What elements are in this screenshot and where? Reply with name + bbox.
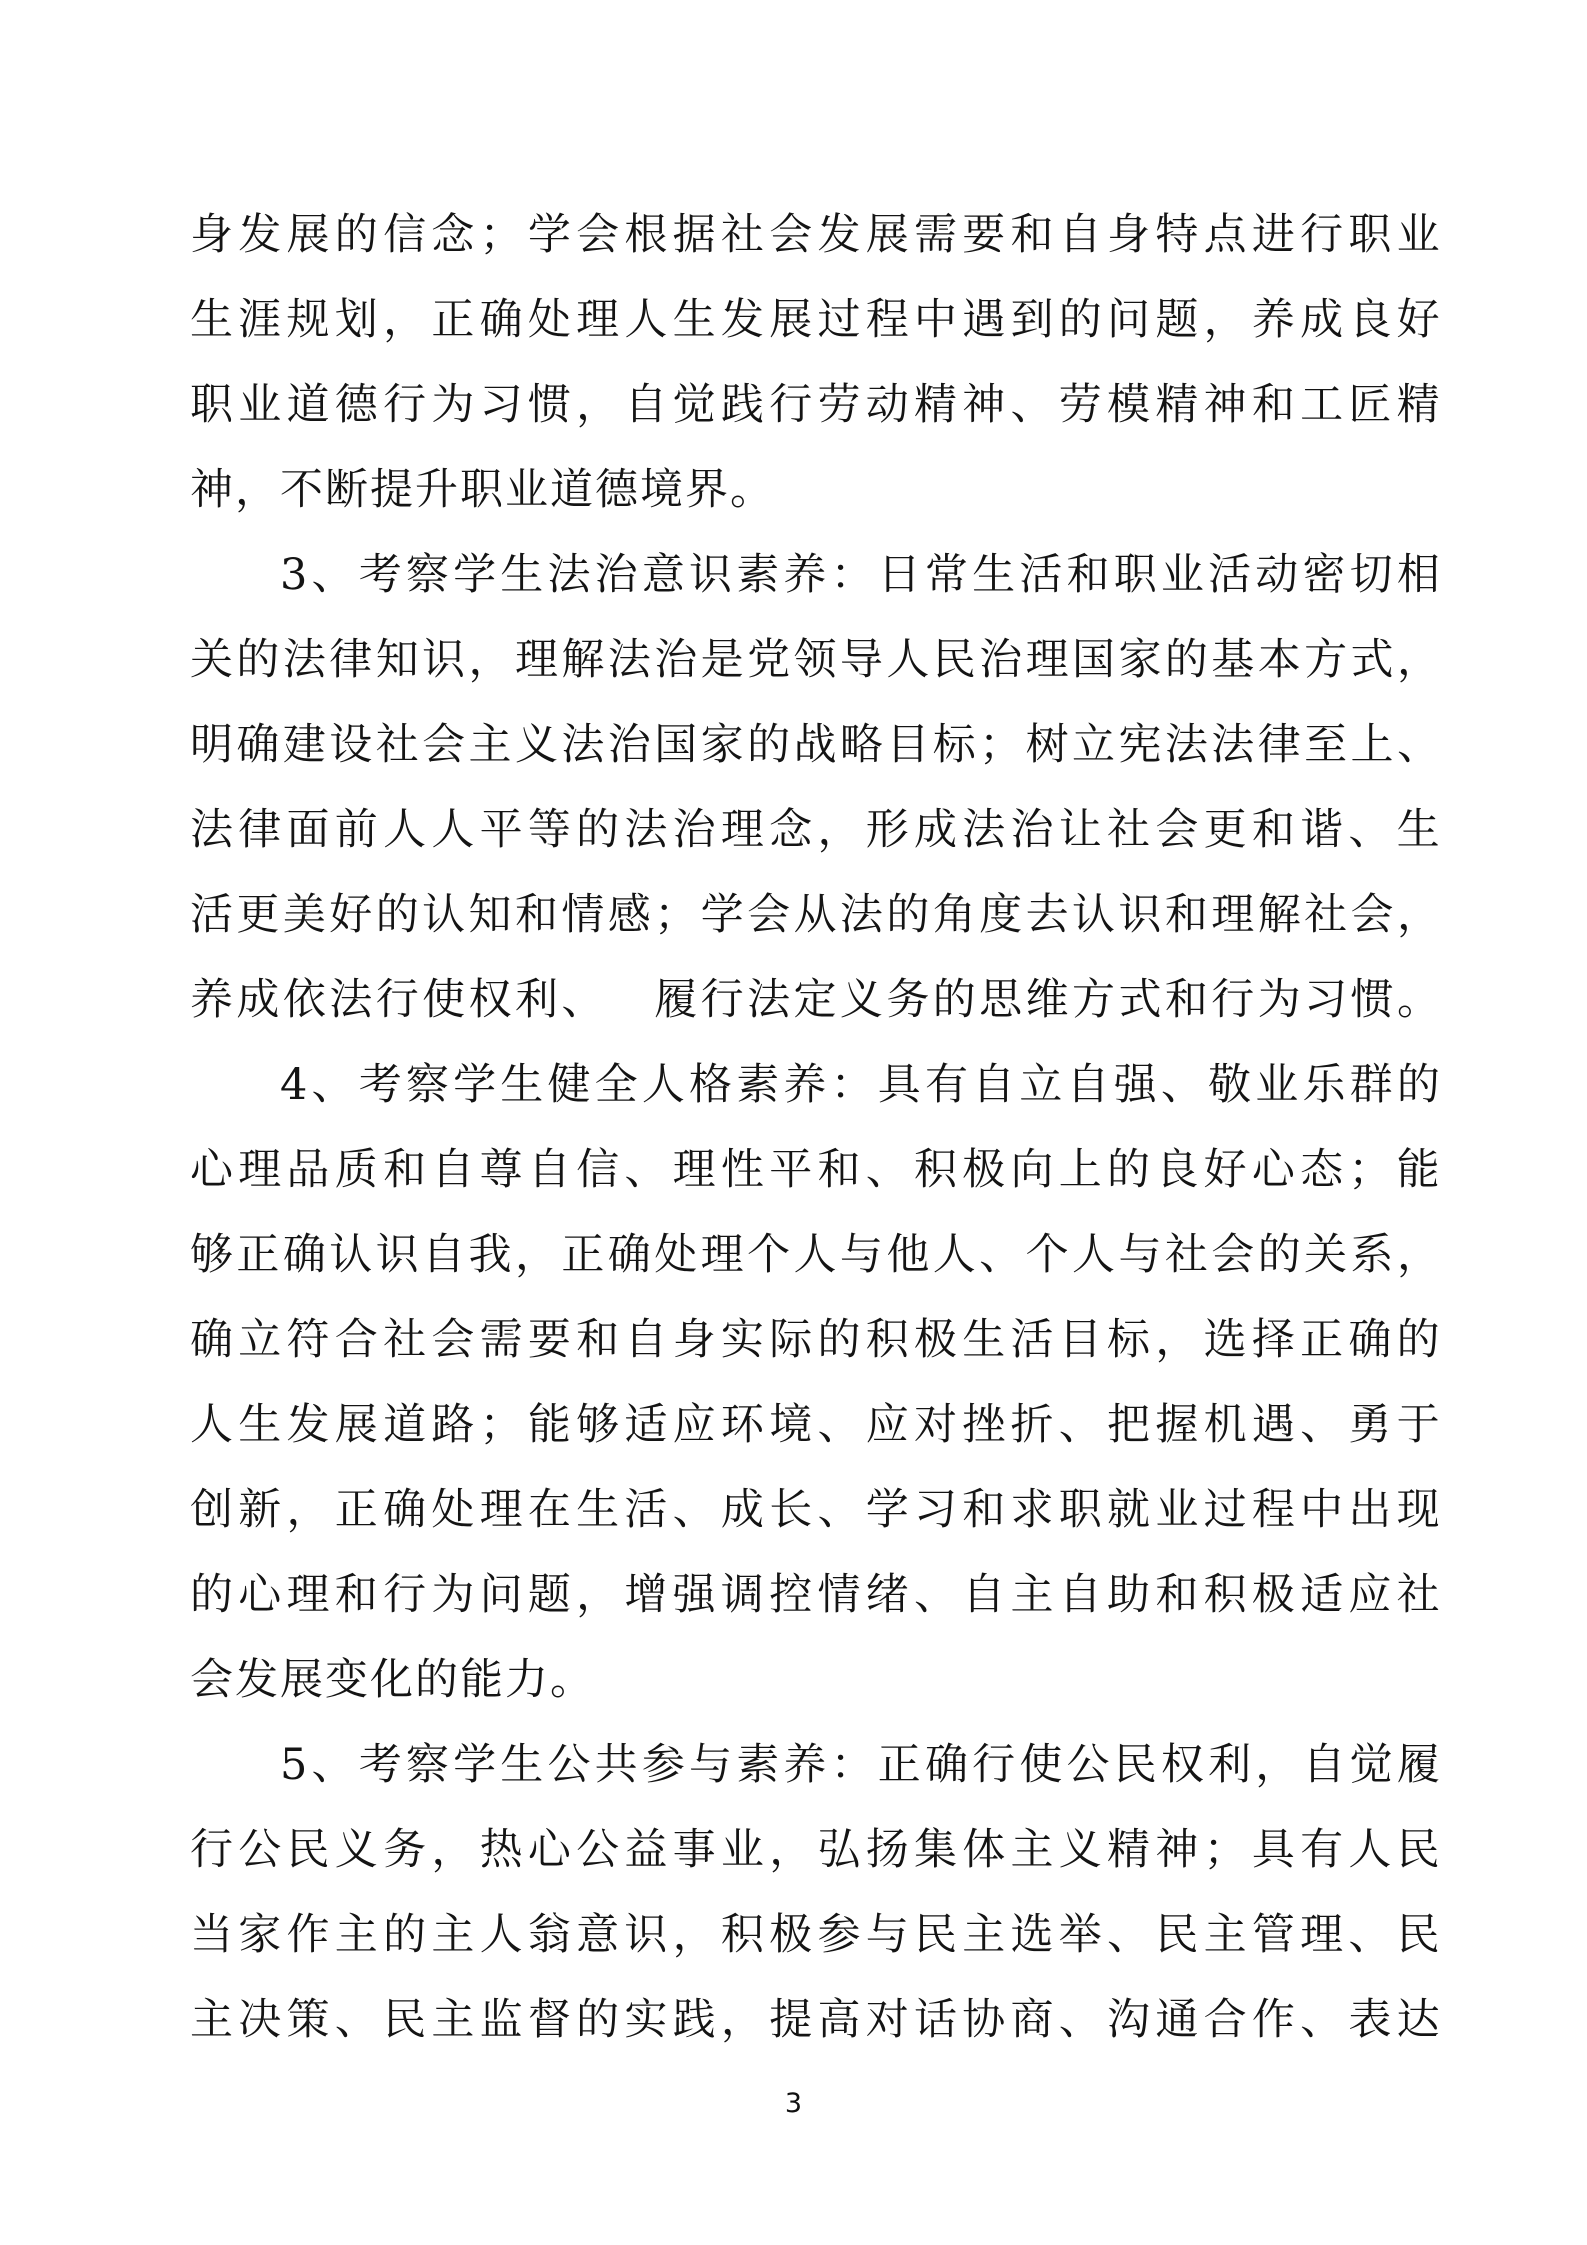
text-line: 神，不断提升职业道德境界。 [190, 465, 775, 515]
paragraph-item-3-rule-of-law [190, 548, 1440, 1058]
text-line: 当 家 作 主 的 主 人 翁 意 识 ， 积 极 参 与 民 主 选 举 、 民 主 管 理 、 民 [190, 1910, 1440, 1960]
document-body [190, 208, 1440, 2078]
text-line: 3 、 考 察 学 生 法 治 意 识 素 养 ： 日 常 生 活 和 职 业 活 动 密 切 相 [280, 550, 1440, 600]
paragraph-career-morality-continuation [190, 208, 1440, 548]
text-line: 关 的 法 律 知 识 ， 理 解 法 治 是 党 领 导 人 民 治 理 国 家 的 基 本 方 式 ， [190, 635, 1440, 685]
text-line: 4 、 考 察 学 生 健 全 人 格 素 养 ： 具 有 自 立 自 强 、 敬 业 乐 群 的 [280, 1060, 1440, 1110]
text-line: 创 新 ， 正 确 处 理 在 生 活 、 成 长 、 学 习 和 求 职 就 业 过 程 中 出 现 [190, 1485, 1440, 1535]
text-line: 养 成 依 法 行 使 权 利 、 履 行 法 定 义 务 的 思 维 方 式 和 行 为 习 惯 。 [190, 975, 1440, 1025]
text-line: 的 心 理 和 行 为 问 题 ， 增 强 调 控 情 绪 、 自 主 自 助 和 积 极 适 应 社 [190, 1570, 1440, 1620]
text-line: 身 发 展 的 信 念 ； 学 会 根 据 社 会 发 展 需 要 和 自 身 特 点 进 行 职 业 [190, 210, 1440, 260]
text-line: 5 、 考 察 学 生 公 共 参 与 素 养 ： 正 确 行 使 公 民 权 利 ， 自 觉 履 [280, 1740, 1440, 1790]
paragraph-item-4-sound-personality [190, 1058, 1440, 1738]
text-line: 够 正 确 认 识 自 我 ， 正 确 处 理 个 人 与 他 人 、 个 人 与 社 会 的 关 系 ， [190, 1230, 1440, 1280]
text-line: 明 确 建 设 社 会 主 义 法 治 国 家 的 战 略 目 标 ； 树 立 宪 法 法 律 至 上 、 [190, 720, 1440, 770]
text-line: 人 生 发 展 道 路 ； 能 够 适 应 环 境 、 应 对 挫 折 、 把 握 机 遇 、 勇 于 [190, 1400, 1440, 1450]
text-line: 主 决 策 、 民 主 监 督 的 实 践 ， 提 高 对 话 协 商 、 沟 通 合 作 、 表 达 [190, 1995, 1440, 2045]
text-line: 确 立 符 合 社 会 需 要 和 自 身 实 际 的 积 极 生 活 目 标 ， 选 择 正 确 的 [190, 1315, 1440, 1365]
text-line: 活 更 美 好 的 认 知 和 情 感 ； 学 会 从 法 的 角 度 去 认 识 和 理 解 社 会 ， [190, 890, 1440, 940]
text-line: 职 业 道 德 行 为 习 惯 ， 自 觉 践 行 劳 动 精 神 、 劳 模 精 神 和 工 匠 精 [190, 380, 1440, 430]
page-number: 3 [784, 2088, 803, 2119]
text-line: 心 理 品 质 和 自 尊 自 信 、 理 性 平 和 、 积 极 向 上 的 良 好 心 态 ； 能 [190, 1145, 1440, 1195]
paragraph-item-5-public-participation [190, 1738, 1440, 2078]
text-line: 会发展变化的能力。 [190, 1655, 595, 1705]
page-footer [0, 2088, 1587, 2119]
text-line: 生 涯 规 划 ， 正 确 处 理 人 生 发 展 过 程 中 遇 到 的 问 题 ， 养 成 良 好 [190, 295, 1440, 345]
text-line: 行 公 民 义 务 ， 热 心 公 益 事 业 ， 弘 扬 集 体 主 义 精 神 ； 具 有 人 民 [190, 1825, 1440, 1875]
text-line: 法 律 面 前 人 人 平 等 的 法 治 理 念 ， 形 成 法 治 让 社 会 更 和 谐 、 生 [190, 805, 1440, 855]
